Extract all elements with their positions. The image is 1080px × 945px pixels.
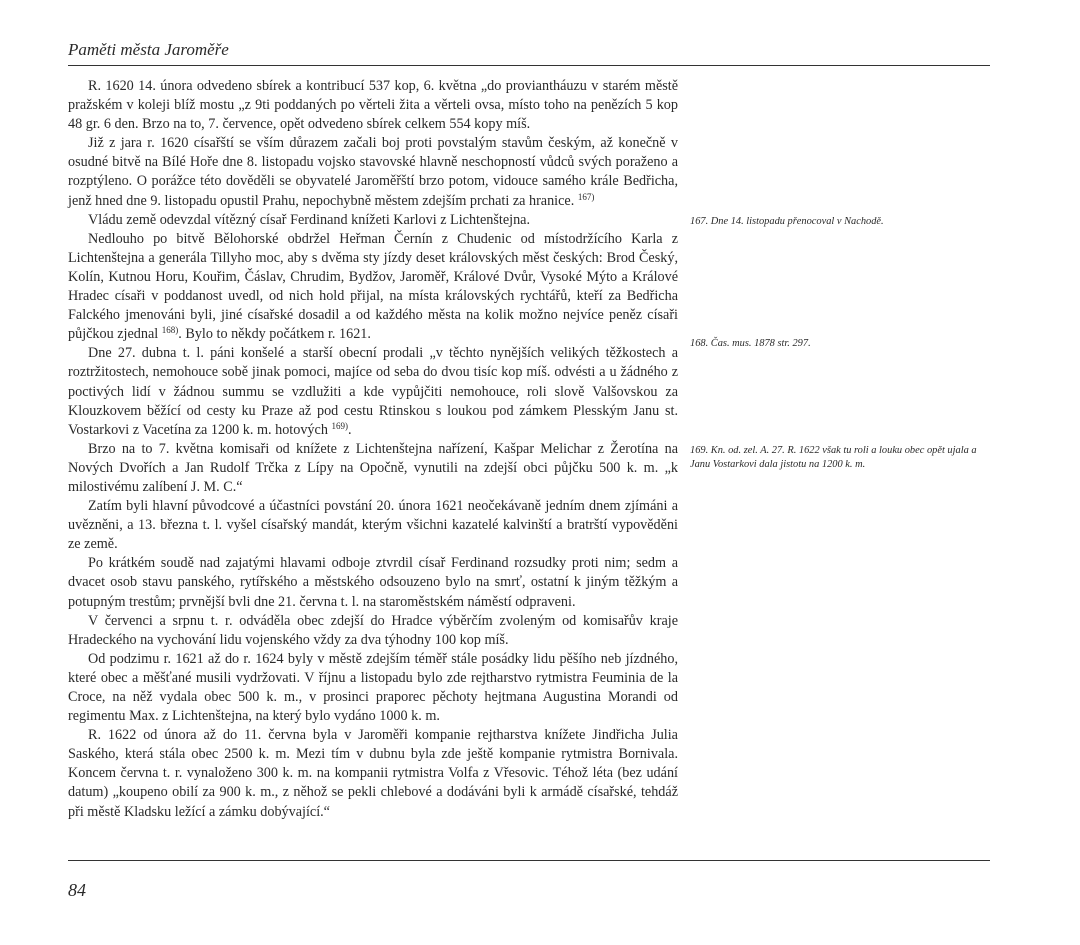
paragraph: Nedlouho po bitvě Bělohorské obdržel Heřman Černín z Chudenic od místodržícího Karla z Lichtenštejna a generála Tillyho moc, aby s dvěma sty jízdy deset královských měst českých: Brod Český, Kolín, Kutnou Horu, Kouřim, Čáslav, Chrudim, Bydžov, Jaroměř, Králové Dvůr, Vysoké Mýto a Králové Hradec císaři v poddanost uvedl, od nich hold přijal, na místa královských rychtářů, kteří za Bedřicha Falckého jmenováni byli, jiné císařské dosadil a od každého města na kolik možno nejvíce peněz císaři půjčkou zjednal $^{168)}$. Bylo to někdy počátkem r. 1621. (68, 230, 678, 343)
paragraph: Již z jara r. 1620 císařští se vším důrazem začali boj proti povstalým stavům českým, až konečně v osudné bitvě na Bílé Hoře dne 8. listopadu vojsko stavovské hlavně neschopností vůdců svých poraženo a rozptýleno. O porážce této dověděli se obyvatelé Jaroměřští brzo potom, vidouce samého krále Bedřicha, jenž hned dne 9. listopadu opustil Prahu, nepochybně městem zdejším prchati za hranice. $^{167)}$ (68, 135, 678, 209)
paragraph: Po krátkém soudě nad zajatými hlavami odboje ztvrdil císař Ferdinand rozsudky proti nim; sedm a dvacet osob stavu panského, rytířského a městského odsouzeno bylo na smrť, ostatní k jiným těžkým a potupným trestům; prvnější bvli dne 21. června t. l. na staroměstském náměstí odpraveni. (68, 555, 678, 610)
footnote-ref: 167) (577, 191, 595, 202)
paragraph: Od podzimu r. 1621 až do r. 1624 byly v městě zdejším téměř stále posádky lidu pěšího neb jízdného, které obec a měšťané musili vydržovati. V říjnu a listopadu bylo zde rejtharstvo rytmistra Feuminia de la Croce, na něž vydala obec 500 k. m., v prosinci praporec pěchoty hejtmana Augustina Morandi od regimentu Max. z Lichtenštejna, na který bylo vydáno 1000 k. m. (68, 650, 678, 725)
margin-note-168: 168. Čas. mus. 1878 str. 297. (690, 338, 811, 349)
paragraph: Vládu země odevzdal vítězný císař Ferdinand knížeti Karlovi z Lichtenštejna. (88, 211, 531, 228)
main-text-column (68, 77, 678, 822)
paragraph: R. 1622 od února až do 11. června byla v Jaroměři kompanie rejtharstva knížete Jindřicha Julia Saského, která stála obec 2500 k. m. Mezi tím v dubnu byla zde ještě kompanie rytmistra Bornivala. Koncem června t. r. vynaloženo 300 k. m. na kompanii rytmistra Volfa z Vřesovic. Téhož léta (bez udání datum) „koupeno obilí za 900 k. m., z něhož se pekli chlebové a dodáváni byli k armádě císařské, tehdáž při městě Kladsku ležící a zámku dobývající.“ (68, 727, 678, 820)
paragraph: Brzo na to 7. května komisaři od knížete z Lichtenštejna nařízení, Kašpar Melichar z Žerotína na Nových Dvořích a Jan Rudolf Trčka z Lípy na Opočně, vynutili na zdejší obci půjčku 500 k. m. „k milostivému zalíbení J. M. C.“ (68, 440, 678, 495)
margin-note-169: 169. Kn. od. zel. A. 27. R. 1622 však tu roli a louku obec opět ujala a Janu Vostarkovi dala jistotu na 1200 k. m. (690, 445, 977, 470)
header-rule (68, 65, 990, 66)
paragraph: V červenci a srpnu t. r. odváděla obec zdejší do Hradce výběrčím zvoleným od komisařův kraje Hradeckého na vychování lidu vojenského vždy za dva týhodny 100 kop míš. (68, 612, 678, 648)
running-head-title: Paměti města Jaroměře (68, 40, 229, 59)
paragraph: Zatím byli hlavní původcové a účastníci povstání 20. února 1621 neočekávaně jedním dnem zjímáni a uvězněni, a 13. března t. l. vyšel císařský mandát, kterým všichni kazatelé kalvinští a bratrští vypověděni ze země. (68, 498, 678, 553)
paragraph: R. 1620 14. února odvedeno sbírek a kontribucí 537 kop, 6. května „do proviantháuzu v starém městě pražském v koleji blíž mostu „z 9ti poddaných po věrteli žita a věrteli ovsa, místo toho na penězích 5 kop 48 gr. 6 den. Brzo na to, 7. července, opět odvedeno sbírek celkem 554 kopy míš. (68, 78, 678, 133)
paragraph: Dne 27. dubna t. l. páni konšelé a starší obecní prodali „v těchto nynějších velikých těžkostech a roztržitostech, nemohouce sobě jinak pomoci, majíce od seba do dvou tisíc kop míš. odvésti a u žádného z poctivých lidí v žádnou summu se vzdlužiti a kde vypůjčiti nemohouce, roli slově Valšovskou za Klouzkovem běžící od cesty ku Praze až pod cestu Rtinskou s loukou pod zámkem Plesským Janu st. Vostarkovi z Vacetína za 1200 k. m. hotových $^{169)}$. (68, 345, 678, 438)
footnote-ref: 168) (161, 325, 179, 336)
margin-note-167: 167. Dne 14. listopadu přenocoval v Nachodě. (690, 216, 884, 227)
page-number: 84 (68, 880, 86, 900)
footer-rule (68, 860, 990, 861)
footnote-ref: 169) (331, 420, 348, 431)
